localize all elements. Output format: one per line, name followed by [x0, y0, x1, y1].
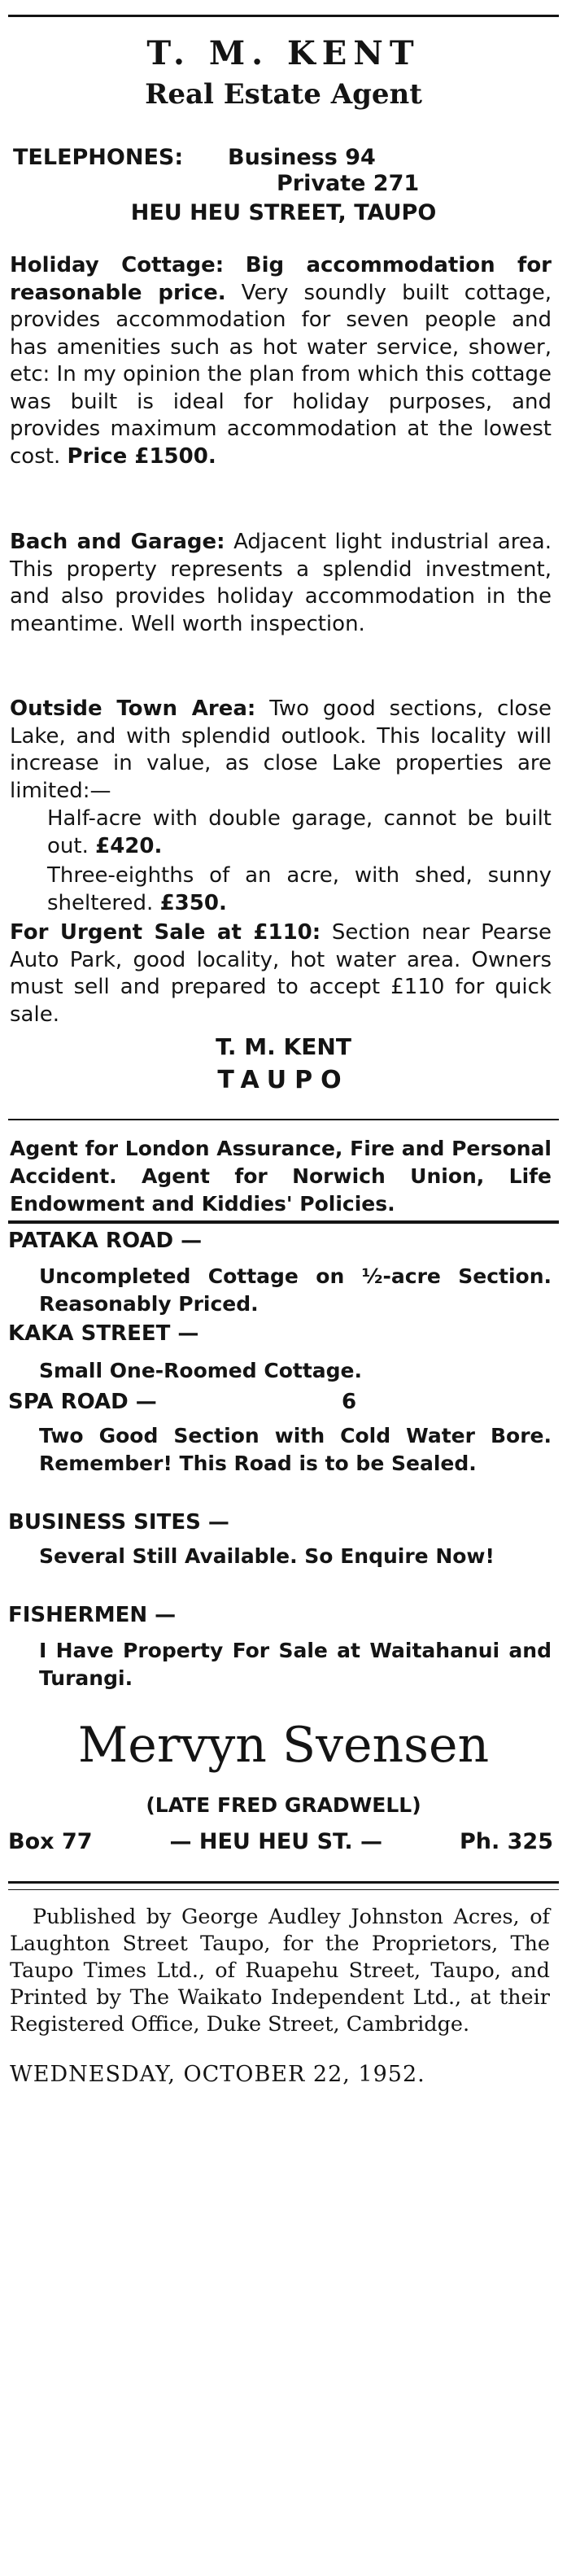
listing-text: Two good sections, close Lake, and with splendid outlook. This locality will increase in value, as close Lake properties are limited:—: [10, 696, 552, 803]
agent-name-heading: T. M. KENT: [146, 34, 421, 72]
section-body-fishermen: I Have Property For Sale at Waitahanui and Turangi.: [39, 1639, 552, 1690]
listing-head: For Urgent Sale at £110:: [10, 920, 321, 945]
section-head-spa: SPA ROAD —: [8, 1390, 157, 1414]
section-head-fishermen: FISHERMEN —: [8, 1603, 177, 1627]
advertiser-former-name: (LATE FRED GRADWELL): [146, 1793, 421, 1817]
listing-price: £420.: [95, 833, 163, 858]
listing-emphasis: Big accommodation for reasonable price.: [10, 253, 552, 305]
section-body-spa: Two Good Section with Cold Water Bore. Remember! This Road is to be Sealed.: [39, 1424, 552, 1475]
listing-price: £350.: [159, 890, 227, 915]
signature-name: T. M. KENT: [216, 1033, 351, 1060]
top-rule: [8, 15, 559, 17]
imprint-rule-top: [8, 1881, 559, 1884]
advertiser-box: Box 77: [8, 1829, 93, 1854]
section-head-kaka: KAKA STREET —: [8, 1321, 199, 1346]
signature-rule: [8, 1119, 559, 1120]
advertiser-contact: [8, 1829, 553, 1854]
listing-outside-town: [10, 696, 552, 805]
listing-text: Adjacent light industrial area. This property represents a splendid investment, and also provides holiday accommodation in the meantime. Well worth inspection.: [10, 530, 552, 636]
section-body-kaka: Small One-Roomed Cottage.: [39, 1359, 362, 1382]
listing-bach-garage: [10, 529, 552, 638]
advertiser-name: Mervyn Svensen: [77, 1717, 490, 1774]
business-phone: Business 94: [228, 145, 376, 170]
section-number-spa: 6: [342, 1390, 357, 1414]
publication-date: WEDNESDAY, OCTOBER 22, 1952.: [10, 2062, 425, 2087]
listing-urgent-sale: [10, 919, 552, 1028]
section-head-pataka: PATAKA ROAD —: [8, 1229, 203, 1253]
signature-town: TAUPO: [217, 1066, 350, 1094]
listing-text: Three-eighths of an acre, with shed, sunny sheltered.: [47, 863, 552, 915]
section-head-business: BUSINESS SITES —: [8, 1510, 229, 1535]
agency-statement: Agent for London Assurance, Fire and Personal Accident. Agent for Norwich Union, Life Endowment and Kiddies' Policies.: [10, 1137, 552, 1216]
listing-text: Section near Pearse Auto Park, good locality, hot water area. Owners must sell and prepared to accept £110 for quick sale.: [10, 920, 552, 1027]
advertiser-phone: Ph. 325: [459, 1829, 553, 1854]
listing-head: Bach and Garage:: [10, 530, 225, 554]
agent-role-heading: Real Estate Agent: [145, 78, 422, 111]
listing-three-eighths: [47, 862, 552, 917]
listing-holiday-cottage: [10, 252, 552, 470]
private-phone: Private 271: [277, 171, 420, 196]
listing-head: Outside Town Area:: [10, 696, 256, 721]
listing-price: Price £1500.: [67, 443, 216, 469]
listing-half-acre: [47, 806, 552, 860]
agent-address: HEU HEU STREET, TAUPO: [130, 200, 437, 225]
imprint-rule-second: [8, 1889, 559, 1890]
listing-text: Very soundly built cottage, provides accommodation for seven people and has amenities such as hot water service, shower, etc: In my opinion the plan from which this cottage was built is ideal for holiday purposes, and provides maximum accommodation at the lowest cost.: [10, 280, 552, 469]
listing-text: Half-acre with double garage, cannot be built out.: [47, 806, 552, 858]
telephones-label: TELEPHONES:: [13, 145, 184, 170]
listing-head: Holiday Cottage:: [10, 253, 225, 277]
advertiser-street: — HEU HEU ST. —: [169, 1829, 383, 1854]
section-body-business: Several Still Available. So Enquire Now!: [39, 1544, 495, 1568]
ad-divider-rule: [8, 1220, 559, 1224]
publisher-imprint: Published by George Audley Johnston Acres, of Laughton Street Taupo, for the Proprietors, The Taupo Times Ltd., of Ruapehu Street, Taupo, and Printed by The Waikato Independent Ltd., at their Registered Office, Duke Street, Cambridge.: [10, 1905, 550, 2037]
section-body-pataka: Uncompleted Cottage on ½-acre Section. Reasonably Priced.: [39, 1264, 552, 1316]
